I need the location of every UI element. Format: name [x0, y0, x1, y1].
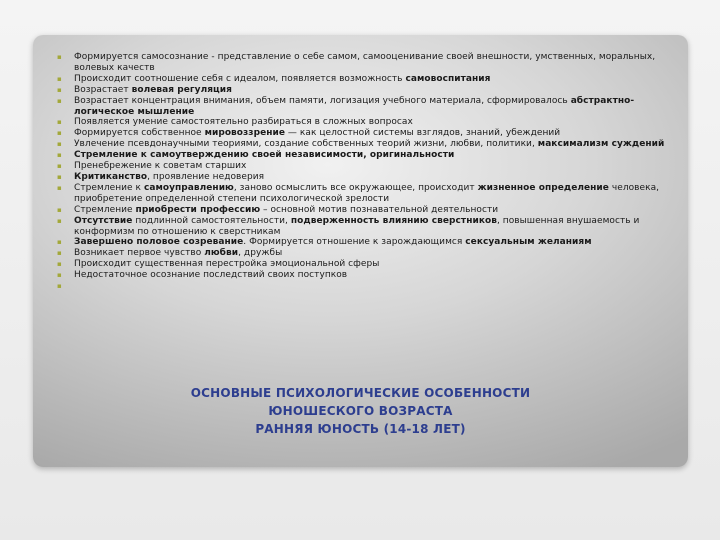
bullet-item [55, 216, 685, 238]
bullet-text: . Формируется отношение к зарождающимся [243, 237, 466, 248]
bullet-text: — как целостной системы взглядов, знаний, убеждений [285, 128, 561, 139]
bullet-text: подлинной самостоятельности, [132, 215, 291, 226]
bullet-text: Увлечение псевдонаучными теориями, создание собственных теорий жизни, любви, политики, [74, 139, 538, 150]
bullet-item [55, 205, 685, 216]
bullet-text: Возникает первое чувство [74, 248, 205, 259]
bullet-text: человека, приобретение определенной степени психологической зрелости [74, 182, 660, 204]
bullet-emphasis-text: любви [204, 248, 239, 259]
bullet-item [55, 128, 685, 139]
bullet-item [55, 52, 685, 74]
bullet-item [55, 117, 685, 128]
bullet-item [55, 161, 685, 172]
bullet-emphasis-text: максимализм суждений [537, 139, 665, 150]
bullet-item [55, 237, 685, 248]
bullet-item [55, 74, 685, 85]
bullet-text: , повышенная внушаемость и конформизм по отношению к сверстникам [74, 215, 640, 237]
bullet-emphasis-text: приобрести профессию [135, 204, 261, 215]
title-line-1: ОСНОВНЫЕ ПСИХОЛОГИЧЕСКИЕ ОСОБЕННОСТИ [190, 386, 531, 400]
bullet-emphasis-text: волевая регуляция [131, 84, 232, 95]
bullet-item [55, 96, 685, 118]
bullet-text: Формируется самосознание - представление о себе самом, самооценивание своей внешности, умственных, моральных, волевых качеств [74, 52, 656, 73]
bullet-item [55, 150, 685, 161]
bullet-text: Стремление к [74, 182, 144, 193]
bullet-emphasis-text: подверженность влиянию сверстников [290, 215, 497, 226]
bullet-item [55, 259, 685, 270]
bullet-emphasis-text: самоуправлению [143, 182, 234, 193]
bullet-text: Возрастает концентрация внимания, объем памяти, логизация учебного материала, сформировалось [74, 95, 571, 106]
bullet-text: Стремление [74, 204, 136, 215]
bullet-emphasis-text: абстрактно-логическое мышление [74, 95, 635, 117]
bullet-item [55, 172, 685, 183]
slide-title [33, 384, 688, 438]
bullet-item [55, 248, 685, 259]
bullet-emphasis-text: самовоспитания [405, 73, 491, 84]
bullet-emphasis-text: мировоззрение [204, 128, 286, 139]
bullet-list [55, 52, 685, 292]
bullet-item [55, 85, 685, 96]
bullet-emphasis-text: Завершено половое созревание [74, 237, 244, 248]
bullet-emphasis-text: Критиканство [74, 171, 148, 182]
bullet-emphasis-text: Отсутствие [74, 215, 133, 226]
bullet-text: , заново осмыслить все окружающее, происходит [233, 182, 478, 193]
bullet-item [55, 281, 685, 292]
bullet-item [55, 270, 685, 281]
title-line-3: РАННЯЯ ЮНОСТЬ (14-18 ЛЕТ) [255, 422, 466, 436]
bullet-emphasis-text: Стремление к самоутверждению своей независимости, оригинальности [74, 150, 455, 161]
bullet-item [55, 183, 685, 205]
bullet-text: Происходит соотношение себя с идеалом, появляется возможность [74, 73, 406, 84]
bullet-text: Недостаточное осознание последствий своих поступков [74, 270, 348, 281]
bullet-item [55, 139, 685, 150]
bullet-text: Формируется собственное [74, 128, 205, 139]
bullet-emphasis-text: сексуальным желаниям [465, 237, 592, 248]
bullet-text: , проявление недоверия [147, 171, 265, 182]
title-line-2: ЮНОШЕСКОГО ВОЗРАСТА [268, 404, 453, 418]
bullet-emphasis-text: жизненное определение [477, 182, 609, 193]
bullet-text: – основной мотив познавательной деятельности [260, 204, 499, 215]
bullet-text: Пренебрежение к советам старших [74, 161, 247, 172]
bullet-text: Появляется умение самостоятельно разбираться в сложных вопросах [74, 117, 413, 128]
bullet-text: , дружбы [238, 248, 283, 259]
bullet-text: Происходит существенная перестройка эмоциональной сферы [74, 259, 380, 270]
bullet-text: Возрастает [74, 84, 132, 95]
